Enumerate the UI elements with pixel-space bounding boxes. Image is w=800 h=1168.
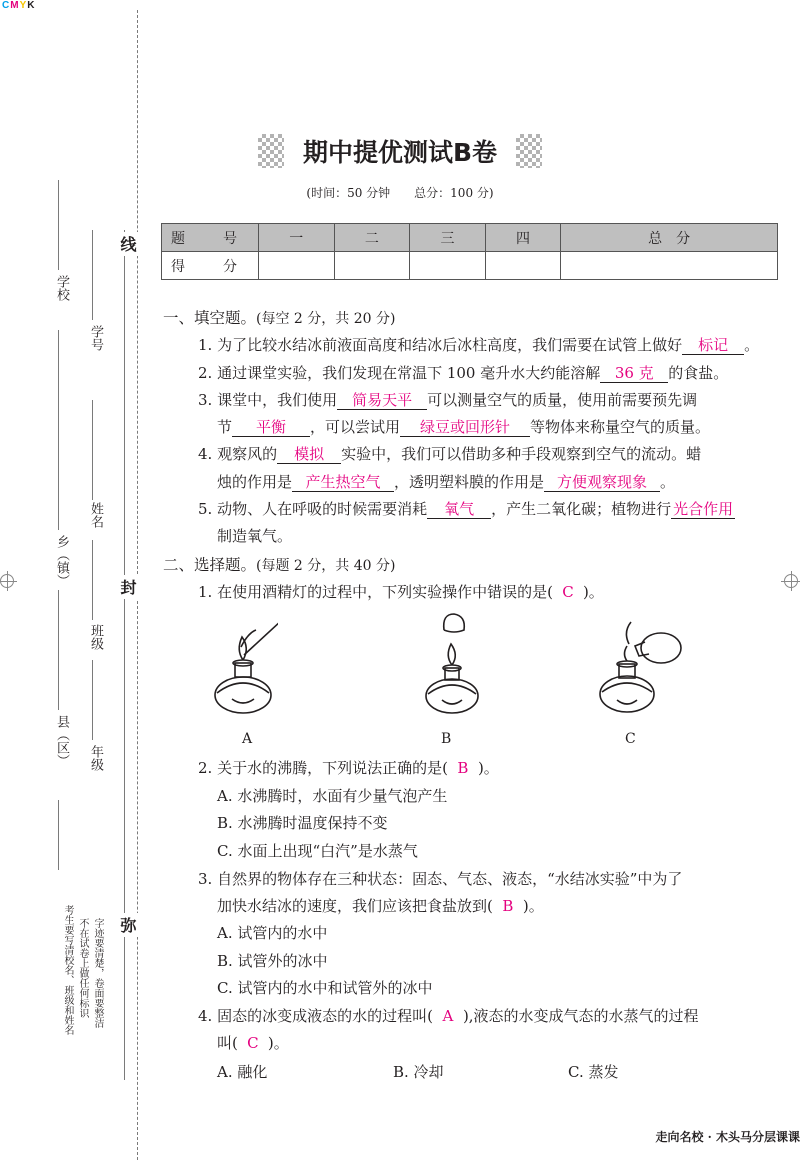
section2-heading: [163, 553, 395, 575]
label-xuehao: 学号: [88, 325, 103, 351]
s1-q2: [198, 362, 728, 383]
section2-note: (每题 2 分，共 40 分): [256, 558, 396, 574]
answer-blank[interactable]: 产生热空气: [292, 474, 394, 492]
option-item[interactable]: A. 融化: [217, 1063, 268, 1081]
option-item[interactable]: C. 试管内的水中和试管外的冰中: [217, 979, 433, 997]
question-text: 3. 课堂中，我们使用: [198, 391, 338, 409]
question-text: 烛的作用是: [217, 473, 293, 491]
question-text: 1. 为了比较水结冰前液面高度和结冰后冰柱高度，我们需要在试管上做好: [198, 336, 683, 354]
score-cell: 三: [410, 224, 486, 252]
binding-mi: 弥: [116, 913, 139, 937]
page-footer: 走向名校 · 木头马分层课课: [655, 1130, 800, 1144]
label-county: 县（区）: [54, 715, 69, 767]
option-item[interactable]: C. 水面上出现“白汽”是水蒸气: [217, 842, 418, 860]
answer-blank[interactable]: 简易天平: [337, 392, 427, 410]
score-cell: 题 号: [162, 224, 259, 252]
page-header: [0, 133, 800, 169]
page-subtitle: (时间：50 分钟 总分：100 分): [306, 186, 494, 200]
lamp-figure-b: [422, 610, 482, 722]
score-input-cell[interactable]: [410, 252, 486, 280]
section1-heading: [163, 306, 395, 328]
s2-q4-line2: [217, 1032, 289, 1053]
figure-caption-b: B: [441, 731, 452, 747]
question-text: 可以测量空气的质量，使用前需要预先调: [427, 391, 698, 409]
score-cell: 四: [485, 224, 561, 252]
binding-solid-line: [124, 230, 125, 1080]
binding-feng: 封: [116, 575, 139, 599]
choice-answer[interactable]: A: [442, 1007, 454, 1025]
s2-q3-line2: [217, 895, 544, 916]
notice-3: 字迹要清楚，卷面要整洁: [92, 918, 103, 1028]
xuehao-line: [92, 230, 93, 320]
s2-q1: [198, 581, 604, 602]
s1-q5-line2: 制造氧气。: [217, 527, 293, 545]
s1-q4-line2: [217, 471, 675, 492]
binding-xian: 线: [116, 232, 139, 256]
question-text: 。: [744, 336, 760, 354]
option-item[interactable]: B. 水沸腾时温度保持不变: [217, 814, 388, 832]
section1-title: 一、填空题。: [163, 309, 257, 327]
question-text: )。: [477, 759, 499, 777]
section1-note: (每空 2 分，共 20 分): [256, 311, 396, 327]
question-text: )。: [582, 583, 604, 601]
score-cell: 一: [259, 224, 335, 252]
question-text: 的食盐。: [668, 364, 729, 382]
section2-title: 二、选择题。: [163, 556, 257, 574]
answer-blank[interactable]: 绿豆或回形针: [400, 419, 530, 437]
figure-caption-a: A: [242, 731, 253, 747]
question-text: 2. 关于水的沸腾，下列说法正确的是(: [198, 759, 448, 777]
choice-answer[interactable]: C: [562, 583, 574, 601]
name-line: [92, 400, 93, 500]
choice-answer[interactable]: B: [502, 897, 514, 915]
s1-q5-line1: [198, 498, 735, 519]
answer-blank[interactable]: 光合作用: [673, 500, 734, 518]
score-cell: 得 分: [162, 252, 259, 280]
choice-answer[interactable]: C: [247, 1034, 259, 1052]
s2-q2: [198, 757, 499, 778]
option-item[interactable]: A. 水沸腾时，水面有少量气泡产生: [217, 787, 448, 805]
lamp-figure-a: [208, 615, 278, 720]
question-text: 叫(: [217, 1034, 238, 1052]
lamp-figure-c: [595, 618, 690, 718]
question-text: 4. 观察风的: [198, 445, 278, 463]
answer-blank[interactable]: 氧气: [427, 501, 491, 519]
s1-q4-line1: [198, 443, 701, 464]
option-item[interactable]: B. 冷却: [393, 1063, 444, 1081]
answer-blank[interactable]: 模拟: [277, 446, 341, 464]
answer-blank[interactable]: 标记: [682, 337, 744, 355]
question-text: ，透明塑料膜的作用是: [394, 473, 545, 491]
question-text: ，可以尝试用: [310, 418, 401, 436]
question-text: ，产生二氧化碳；植物进行: [491, 500, 672, 518]
score-table-header: [162, 224, 778, 252]
label-grade: 年级: [88, 745, 103, 771]
option-item[interactable]: C. 蒸发: [568, 1063, 619, 1081]
question-text: 加快水结冰的速度，我们应该把食盐放到(: [217, 897, 493, 915]
s2-q3-line1: 3. 自然界的物体存在三种状态：固态、气态、液态，“水结冰实验”中为了: [198, 870, 683, 888]
page-title: 期中提优测试B卷: [302, 138, 498, 167]
registration-mark-right: [784, 574, 798, 588]
label-xiang: 乡（镇）: [54, 535, 69, 587]
answer-blank[interactable]: 36 克: [600, 365, 668, 383]
s1-q1: [198, 334, 759, 355]
extra-line: [58, 800, 59, 870]
label-school: 学校: [54, 275, 69, 301]
question-text: 4. 固态的冰变成液态的水的过程叫(: [198, 1007, 433, 1025]
option-item[interactable]: B. 试管外的冰中: [217, 952, 328, 970]
question-text: 节: [217, 418, 233, 436]
question-text: )。: [267, 1034, 289, 1052]
score-input-cell[interactable]: [334, 252, 410, 280]
cmyk-mark: CMYK: [2, 0, 36, 11]
question-text: 实验中，我们可以借助多种手段观察到空气的流动。蜡: [341, 445, 702, 463]
score-cell: 二: [334, 224, 410, 252]
s1-q3-line1: [198, 389, 697, 410]
question-text: 5. 动物、人在呼吸的时候需要消耗: [198, 500, 428, 518]
score-table: [161, 223, 778, 280]
score-table-row: [162, 252, 778, 280]
score-input-cell[interactable]: [561, 252, 778, 280]
option-item[interactable]: A. 试管内的水中: [217, 924, 328, 942]
checker-decoration-left: [258, 134, 284, 168]
notice-1: 考生要写清校名、班级和姓名: [62, 905, 73, 1035]
figure-caption-c: C: [625, 731, 636, 747]
label-class: 班级: [88, 624, 103, 650]
question-text: 1. 在使用酒精灯的过程中，下列实验操作中错误的是(: [198, 583, 553, 601]
notice-2: 不在试卷上做任何标识: [77, 918, 88, 1018]
question-text: 2. 通过课堂实验，我们发现在常温下 100 毫升水大约能溶解: [198, 364, 601, 382]
answer-blank[interactable]: 方便观察现象: [544, 474, 660, 492]
registration-mark-left: [0, 574, 14, 588]
grade-line: [92, 660, 93, 740]
label-name: 姓名: [88, 502, 103, 528]
question-text: )。: [522, 897, 544, 915]
answer-blank[interactable]: 平衡: [232, 419, 310, 437]
score-input-cell[interactable]: [259, 252, 335, 280]
xiang-line: [58, 330, 59, 530]
checker-decoration-right: [516, 134, 542, 168]
question-text: 等物体来称量空气的质量。: [530, 418, 711, 436]
score-input-cell[interactable]: [485, 252, 561, 280]
choice-answer[interactable]: B: [457, 759, 469, 777]
question-text: ),液态的水变成气态的水蒸气的过程: [462, 1007, 699, 1025]
s1-q3-line2: [217, 416, 710, 437]
score-cell: 总 分: [561, 224, 778, 252]
county-line: [58, 590, 59, 710]
s2-q4-line1: [198, 1005, 699, 1026]
question-text: 。: [660, 473, 676, 491]
class-line: [92, 540, 93, 620]
